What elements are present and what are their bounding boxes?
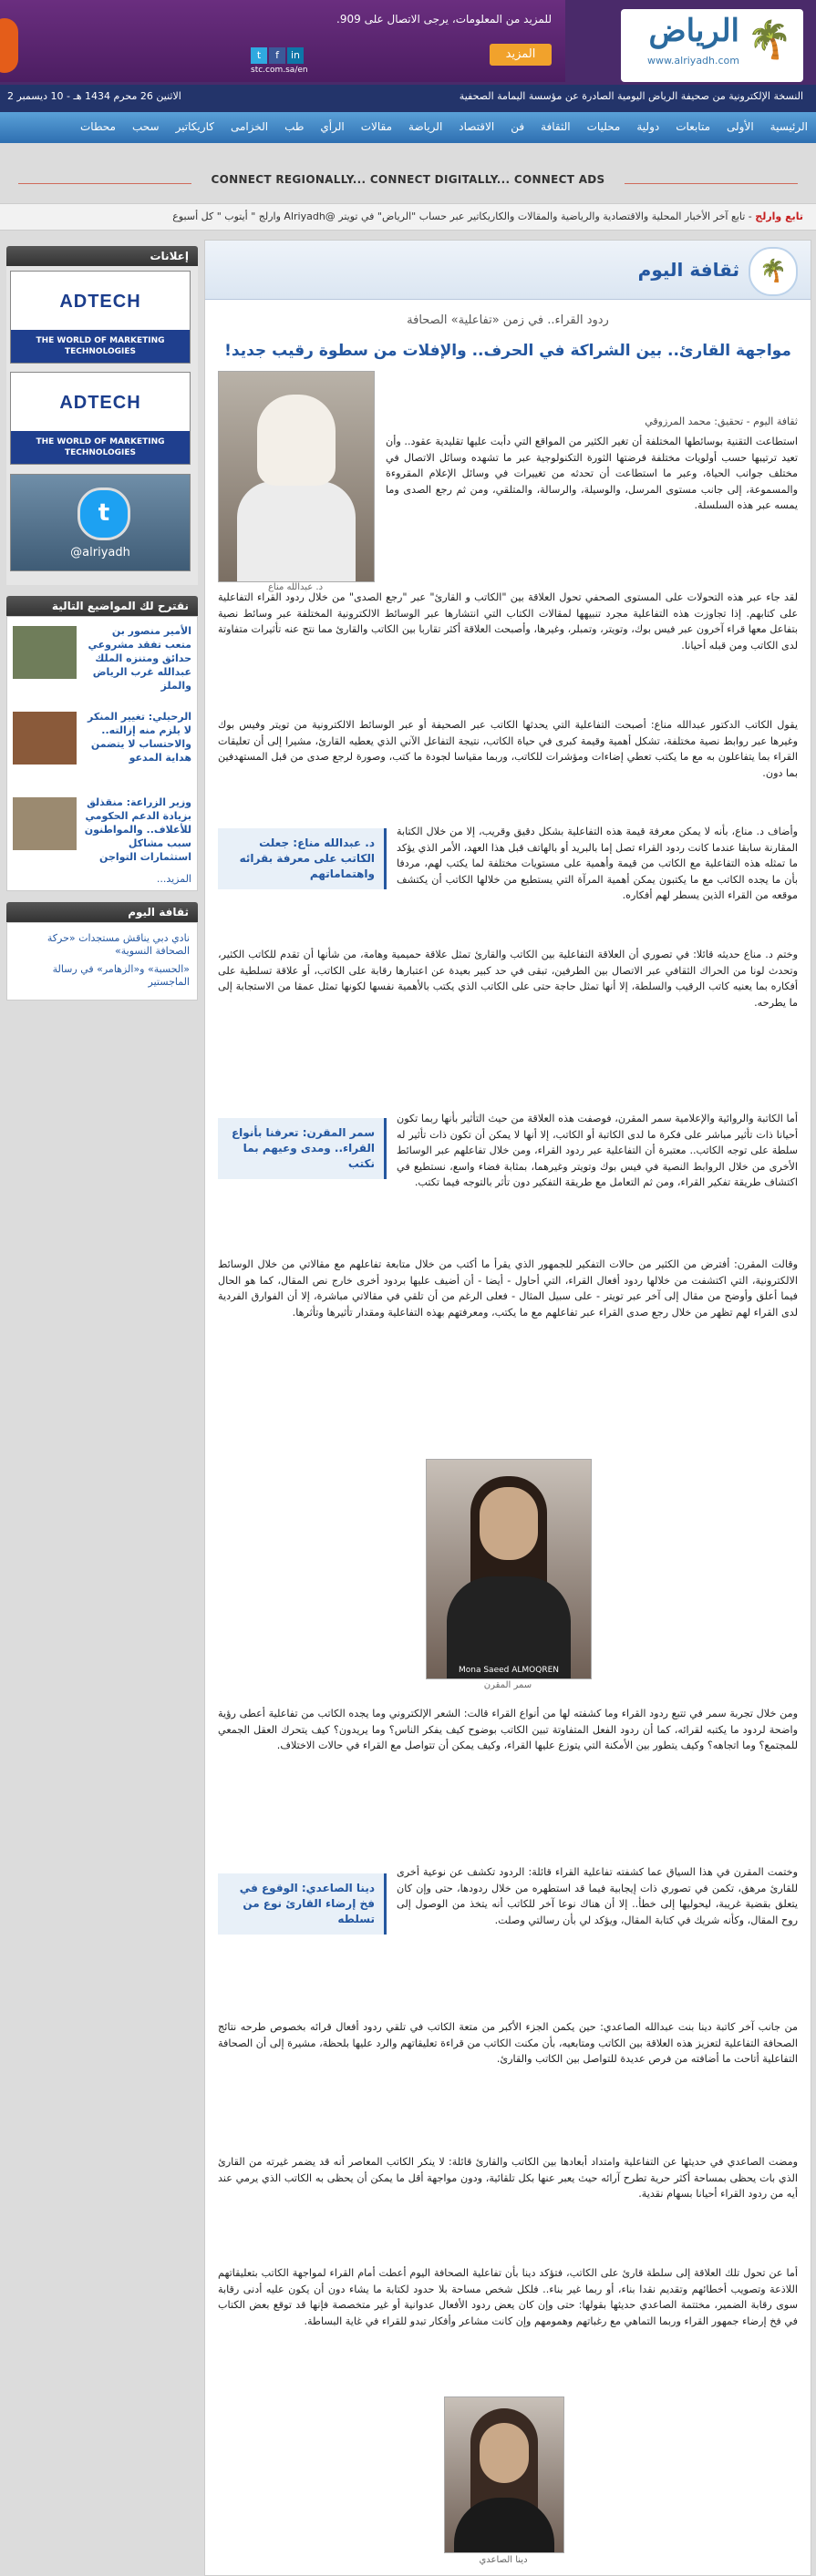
pull-quote: سمر المقرن: تعرفنا بأنواع القراء.. ومدى وعيهم بما نكتب [218,1118,387,1179]
nav-item-draw[interactable]: سحب [131,120,160,133]
spacer [6,891,198,902]
ads-box [6,266,198,585]
nav-item-international[interactable]: دولية [636,120,660,133]
twitter-icon[interactable]: t [251,47,267,64]
photo-caption: د. عبدالله مناع [267,582,324,592]
paragraph: استطاعت التقنية بوسائطها المختلفة أن تغير الكثير من المواقع التي دأبت عليها تقليدية عقود.. وأن تعيد ترتيبها حسب أولويات مختلفة فرضتها الثورة التكنولوجية عبر ما تشهده وسائل الاتصال في مختلف جوانب الحياة، وعبر ما استطاعت أن تحدثه من تغييرات في وسائل الإعلام المقروءة والمسموعة، إلى جانب مستوى المرسل، والوسيلة، والرسالة، والمتلقي، ومن ثم رجع الصدى وما يمسه عبر هذه السلسلة. [386,436,798,512]
suggest-thumb [13,626,77,679]
ticker-label: تابع وارلج [755,210,803,222]
photo-figure [454,2498,554,2552]
ticker-text[interactable]: - تابع آخر الأخبار المحلية والاقتصادية والرياضية والمقالات والكاريكاتير عبر حساب "الرياض" في تويتر @Alriyadh وارلج " أيتوب " كل أسبوع [172,210,752,222]
article-kicker: ردود القراء.. في زمن «تفاعلية» الصحافة [407,313,609,327]
paragraph: أما الكاتبة والروائية والإعلامية سمر المقرن، فوصفت هذه العلاقة من حيث التأثير بأنها ربما تكون أحيانا ذات تأثير مباشر على فكرة ما لدى الكاتبة أو الكاتب، إلا أنها لا يمكن أن تكون ذات تأثير له سلطة على توجه الكاتب.. معتبرة أن التفاعلية عبر ردود القراء، ومن خلال تفاعلهم عبر الوسائط الأخرى من خلال الروابط النصية في فيس بوك وتويتر وغيرهما، بمثابة فضاء واسع، نستطيع في اكتشاف طريقة تفكير القراء، ومن ثم التعامل مع طريقة التفكير دون تأثر بالتوجه فيما تكتب. [397,1113,798,1189]
paragraph: ومن خلال تجربة سمر في تتبع ردود القراء وما كشفته لها من أنواع القراء قالت: الشعر الإلكتروني وما يجده الكاتب من تفاعلية أعطى رؤية واضحة لردود ما يكتبه لقرائه، كما أن ردود الفعل المتفاوتة تبين الكاتب بوضوح كيف يفكر الناس؟ وما يريدون؟ كيف يتحرك العقل الجمعي للمجتمع؟ وما اتجاهه؟ وكيف يتطور بين الأمكنة التي يتوزع عليها القراء، وكيف يمكن أن تتواصل مع القراء في حالات الاختلاف. [218,1708,798,1752]
facebook-icon[interactable]: f [269,47,285,64]
section-icon: 🌴 [749,247,798,296]
byline: ثقافة اليوم - تحقيق: محمد المرزوقي [645,416,798,427]
dina-photo [444,2396,564,2553]
paragraph: وختم د. مناع حديثه قائلا: في تصوري أن العلاقة التفاعلية بين الكاتب والقارئ تمثل علاقة حميمية وهامة، من شأنها أن تقدم للكاتب الكثير، وتحدث لونا من الحراك الثقافي عبر الاتصال بين الطرفين، تبقى في حد كبير بعيدة عن اعتبارها رقابة على الكاتب، أو علاقة تسلطية على أفكاره بما يعنيه كاتب الرقيب والسلطة، إلا أنها تمثل حاجة حتى على الكاتب الذي يكتب بالأهمية نفسها لكونها تمثل عمقا من الاستجابة إلى ما يطرحه. [218,949,798,1009]
section-title[interactable]: ثقافة اليوم [637,259,739,281]
suggest-title: نقترح لك المواضيع التالية [6,596,198,616]
adtech-ad[interactable] [10,372,191,465]
logo-url: www.alriyadh.com [646,55,739,67]
paragraph: أما عن تحول تلك العلاقة إلى سلطة قارئ على الكاتب، فتؤكد دينا بأن تفاعلية الصحافة اليوم أعطت أمام القراء لمواجهة الكاتب بتعليقاتهم اللاذعة وتصويب أخطائهم وتقديم نقدا بناء، أو ربما غير بناء.. فلكل شخص مساحة بلا حدود لكتابة ما يشاء دون أن يكون عليه أدنى رقابة سوى رقابة الضمير، مختتمة الصاعدي حديثها بقولها: حتى وإن كان يعض ردود الأفعال عدوانية أو غير متخصصة فإنها قد توقع بعض الكتاب في فخ إرضاء جمهور القراء وربما التماهي مع رغباتهم وهمومهم وإن كانت مشاعر وأفكار تبدو للقراء في غاية البساطة. [218,2267,798,2327]
suggest-link[interactable]: الأمير منصور بن متعب تفقد مشروعي حدائق ومتنزه الملك عبدالله غرب الرياض والملز [88,625,191,692]
paragraph: من جانب آخر كاتبة دينا بنت عبدالله الصاعدي: حين يكمن الجزء الأكبر من متعة الكاتب في تلقي ردود أفعال قرائه بخصوص طرحه نتائج الصحافة التفاعلية لتعزيز هذه العلاقة بين الكاتب ومتابعيه، بأن مكنت الكاتب من قراءة تعليقاتهم والرد عليها بلحظة، مشيرة إلى أن الصحافة التفاعلية أتاحت ما أضافته من فرص عديدة للتواصل بين الكاتب والقارئ. [218,2021,798,2066]
photo-figure [480,1487,538,1560]
ads-title: إعلانات [6,246,198,266]
adtech-sub: THE WORLD OF MARKETING TECHNOLOGIES [11,330,190,363]
photo-figure [237,481,356,581]
photo-figure [480,2423,529,2483]
today-title: ثقافة اليوم [6,902,198,922]
paragraph: وأضاف د. مناع، بأنه لا يمكن معرفة قيمة هذه التفاعلية بشكل دقيق وقريب، إلا من خلال الكتابة المقارنة سابقا عندما كانت ردود القراء تصل إما بالبريد أو بالهاتف قبل هذا العهد، الأمر الذي يؤكد ما تمثله هذه التفاعلية مع الكاتب من قيمة وأهمية على مستويات مختلفة لما يكتب لهم، مردفا بأن ما يجده الكاتب مع ما يكتبون يمكن أهمية المرآة التي يستطيع من خلالها الكاتب أن يكتشف موقعه من القراء الذين يسطر لهم أفكاره. [397,826,798,902]
adtech-sub: THE WORLD OF MARKETING TECHNOLOGIES [11,431,190,464]
nav-item-economy[interactable]: الاقتصاد [459,120,495,133]
adtech-name: ADTECH [59,292,141,312]
sidebar [6,246,198,1001]
news-ticker[interactable] [0,203,816,231]
site-logo[interactable] [621,9,803,82]
header-subbar [0,85,816,112]
photo-caption: دينا الصاعدي [479,2555,528,2565]
suggest-item[interactable] [13,708,191,781]
linkedin-icon[interactable]: in [287,47,304,64]
pull-quote: د. عبدالله مناع: جعلت الكاتب على معرفة بقرائه واهتماماتهم [218,828,387,889]
nav-item-sports[interactable]: الرياضة [408,120,443,133]
social-icons [251,47,315,64]
twitter-icon: t [77,487,130,540]
promo-graphic [0,18,18,73]
nav-item-khuzama[interactable]: الخزامى [230,120,269,133]
palm-emblem-icon: 🌴 [747,19,792,61]
paragraph: وقالت المقرن: أفترض من الكثير من حالات التفكير للجمهور الذي يقرأ ما أكتب من خلال متابعة تفاعلهم مع مقالاتي من خلال الوسائط الالكترونية، التي اكتشفت من خلالها ردود أفعال القراء، التي أحاول - أيضا - أن أضيف عليها بردود أخرى خارج نص المقال، كما هو الحال فيما أعلق وأوضح من مقال إلى آخر عبر تويتر - على سبيل المثال - فعلى الرغم من أن تلقي في مقالاتي مباشرة، إلا أن الفوارق الفردية لدى القراء لهم تظهر من خلال رجع صدى القراء عبر تفاعلهم مع ما يكتب، ومعرفتهم بهذه التفاعلية ومقدار تأثيرها وتأثرها. [218,1258,798,1319]
author-photo [218,371,375,582]
nav-item-culture[interactable]: الثقافة [541,120,571,133]
suggest-thumb [13,797,77,850]
suggest-link[interactable]: وزير الزراعة: منقذلق بزيادة الدعم الحكومي للأعلاف.. والمواطنون سبب مشاكل استثمارات التواجن [84,796,191,863]
photo-figure [257,395,336,486]
spacer [6,585,198,596]
today-box [6,922,198,1001]
paragraph: لقد جاء عبر هذه التحولات على المستوى الصحفي تحول العلاقة بين "الكاتب و القارئ" عبر "رجع الصدى" من خلال ردود القراء التفاعلية على كتابهم. إذا تجاوزت هذه التفاعلية مجرد تنبيهها لمقالات الكتاب التي انتشارها عبر الوسائط الالكترونية المختلفة عبر وسائط نصية بتفاعل معها قراء آخرون عبر فيس بوك، وتويتر، وتمبلر، وغيرها، وأصبحت العلاقة أكثر تقاربا بين الكاتب والقارئ مما نتج عنه تأثيرات متفاوتة لدى الكاتب ومن قبله أحيانا. [218,591,798,652]
nav-item-front[interactable]: الأولى [727,120,754,133]
ad-slogan: CONNECT REGIONALLY... CONNECT DIGITALLY... CONNECT ADS [211,173,605,186]
site-tagline: النسخة الإلكترونية من صحيفة الرياض اليومية الصادرة عن مؤسسة اليمامة الصحفية [459,90,803,102]
nav-item-local[interactable]: محليات [586,120,621,133]
more-button[interactable]: المزيد [490,44,552,66]
header-date: الاثنين 26 محرم 1434 هـ - 10 ديسمبر 2 [7,90,181,102]
more-link[interactable]: المزيد... [156,873,191,885]
suggest-box [6,616,198,891]
pull-quote: دينا الصاعدي: الوقوع في فخ إرضاء القارئ نوع من تسلطه [218,1873,387,1935]
twitter-handle: @alriyadh [70,546,130,559]
samar-photo [426,1459,592,1679]
section-header [205,241,811,300]
site-header [0,0,816,96]
today-link[interactable]: «الحسبة» و«الزهامر» في رسالة الماجستير [52,963,190,988]
nav-item-art[interactable]: فن [511,120,525,133]
nav-item-stations[interactable]: محطات [79,120,116,133]
main-nav [0,112,816,143]
paragraph: ومضت الصاعدي في حديثها عن التفاعلية وامتداد أبعادها بين الكاتب والقارئ قائلة: لا ينكر الكاتب المعاصر أنه قد يضمر غيرته من القارئ الذي بات يحظى بمساحة أكثر حرية تطرح آرائه حيث يعبر عنها بكل تلقائية، ودون مواجهة أقل ما يمكن أن يحظى به الكاتب الذي يرمي عند أيه من ردود القراء أحيانا بسهام نقدية. [218,2156,798,2201]
article-headline: مواجهة القارئ.. بين الشراكة في الحرف.. والإفلات من سطوة رقيب جديد! [224,342,791,360]
paragraph: يقول الكاتب الدكتور عبدالله مناع: أصبحت التفاعلية التي يحدثها الكاتب عبر الصحيفة أو عبر الوسائط الالكترونية من تويتر وفيس بوك وغيرها عبر روابط نصية مختلفة، تشكل أهمية وقيمة كبرى في حياة الكاتب، نتيجة التفاعل الآني الذي يعطيه القارئ، مشيرا إلى أن تعليقات القراء بما يتفاعلون به مع ما يكتب تعطي إضاءات ومؤشرات للكاتب، وربما مقياسا لجودة ما كتب، وصورة لرجع صدى من قبل المستهدفين بما دون. [218,719,798,779]
suggest-item[interactable] [13,622,191,695]
today-link[interactable]: نادي دبي يناقش مستجدات «حركة الصحافة النسوية» [46,932,190,957]
logo-text: الرياض [648,13,739,49]
adtech-ad[interactable] [10,271,191,364]
nav-item-caricature[interactable]: كاريكاتير [175,120,214,133]
suggest-link[interactable]: الرحيلي: تغيير المنكر لا يلزم منه إزالته.. والاحتساب لا يتضمن هداية المدعو [87,711,191,764]
adtech-name: ADTECH [59,393,141,413]
nav-item-followups[interactable]: متابعات [676,120,711,133]
nav-item-opinion[interactable]: الرأي [320,120,345,133]
photo-figure [447,1576,571,1678]
nav-item-home[interactable]: الرئيسية [770,120,808,133]
promo-text: للمزيد من المعلومات، يرجى الاتصال على 909. [336,13,552,26]
nav-item-articles[interactable]: مقالات [360,120,393,133]
nav-item-medicine[interactable]: طب [284,120,305,133]
photo-caption: سمر المقرن [483,1680,532,1690]
photo-name: Mona Saeed ALMOQREN [458,1666,559,1675]
paragraph: وختمت المقرن في هذا السياق عما كشفته تفاعلية القراء قائلة: الردود تكشف عن نوعية أخرى للقارئ مرهق، تكمن في تصوري ذات إيجابية فيما قد استطهره من خلال ردودها، حتى وإن كان يتعلق بقضية غريبة، ليحوليها إلى خطأ.. إلا أن هناك نوعا آخر للكاتب أنه يتخذ من الوصول إلى روح المقال، وكأنه شريك في كتابة المقال، ويؤكد لي بأن رسالتي وصلت. [397,1866,798,1926]
suggest-item[interactable] [13,794,191,867]
article-container [204,240,811,2576]
suggest-thumb [13,712,77,765]
twitter-ad[interactable] [10,474,191,571]
promo-url: stc.com.sa/en [251,66,308,75]
